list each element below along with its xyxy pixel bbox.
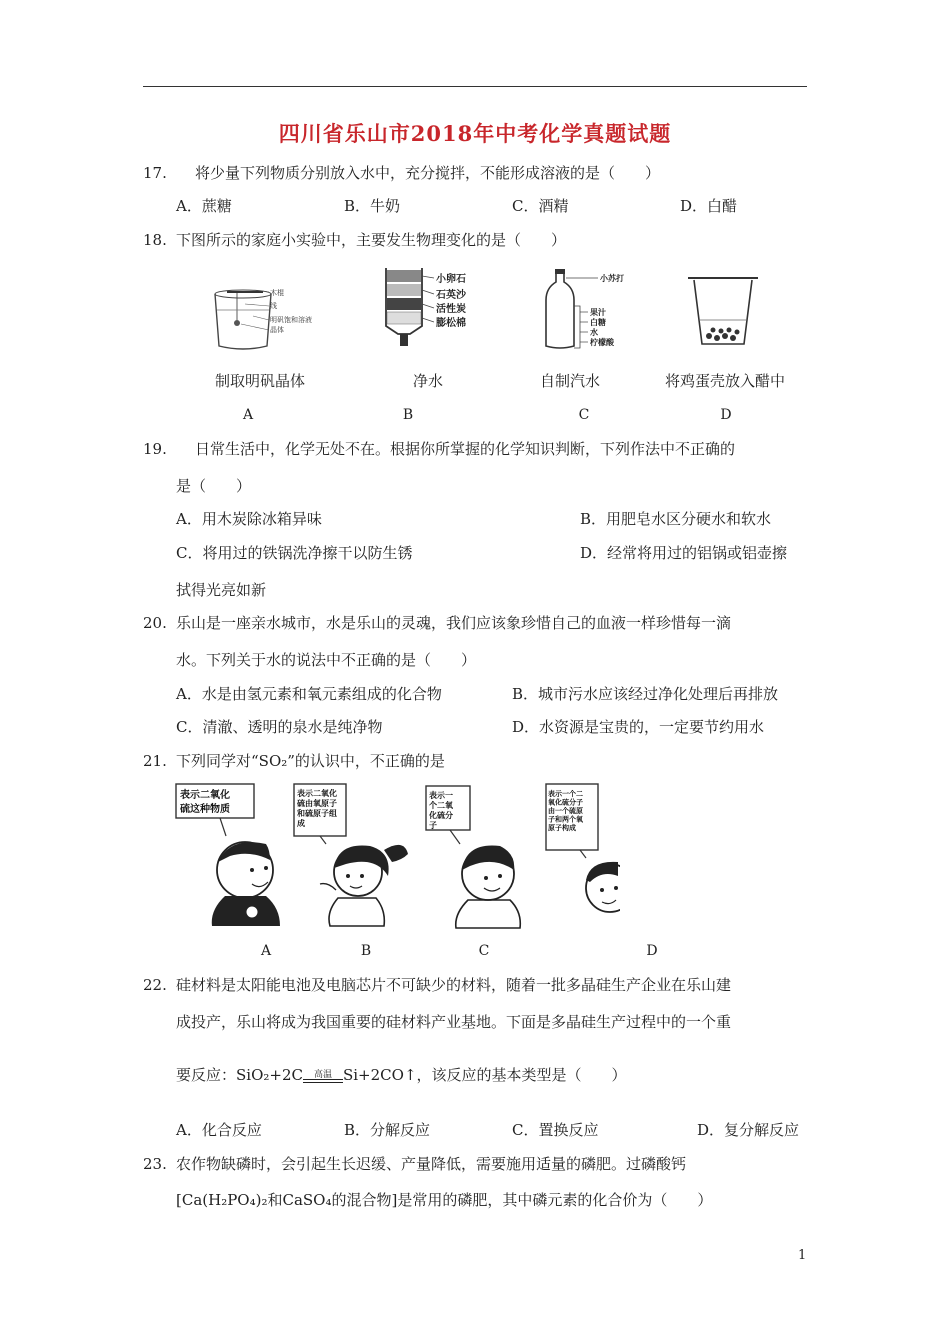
question-18-stem: 下图所示的家庭小实验中，主要发生物理变化的是（ ） — [176, 231, 567, 249]
q19-option-d-continuation: 拭得光亮如新 — [176, 581, 267, 599]
q17-option-d: D．白醋 — [680, 197, 738, 215]
question-23-stem-line2: [Ca(H₂PO₄)₂和CaSO₄的混合物]是常用的磷肥，其中磷元素的化合价为（ ） — [176, 1191, 713, 1209]
q18-letter-a: A — [242, 407, 254, 423]
question-number-18: 18. — [143, 231, 167, 249]
question-19-stem-line1: 日常生活中，化学无处不在。根据你所掌握的化学知识判断，下列作法中不正确的 — [195, 440, 736, 458]
q17-option-a: A．蔗糖 — [176, 197, 232, 215]
bubble-c-text: 表示一个二氧化硫分子 — [429, 791, 453, 830]
q18-caption-b: 净水 — [412, 372, 443, 390]
reaction-condition: 高温 — [303, 1065, 343, 1085]
water-filter-figure — [378, 262, 488, 354]
fig-b-label-quartz: 石英沙 — [436, 290, 466, 301]
q20-option-b: B．城市污水应该经过净化处理后再排放 — [512, 685, 779, 703]
fig-b-label-carbon: 活性炭 — [436, 304, 466, 315]
question-22-stem-line2: 成投产，乐山将成为我国重要的硅材料产业基地。下面是多晶硅生产过程中的一个重 — [176, 1013, 732, 1031]
q18-letter-b: B — [402, 407, 414, 423]
q22-option-a: A．化合反应 — [176, 1121, 262, 1139]
fig-c-label-citric: 柠檬酸 — [590, 338, 614, 347]
question-17-stem: 将少量下列物质分别放入水中，充分搅拌，不能形成溶液的是（ ） — [195, 164, 661, 182]
alum-crystal-figure — [205, 280, 330, 352]
q18-caption-d: 将鸡蛋壳放入醋中 — [664, 372, 785, 390]
question-21-stem: 下列同学对“SO₂”的认识中，不正确的是 — [176, 752, 445, 770]
q19-option-d: D．经常将用过的铝锅或铝壶擦 — [580, 544, 788, 562]
fig-a-label-stick: 木棍 — [270, 289, 284, 297]
reaction-products: Si+2CO↑，该反应的基本类型是（ ） — [342, 1066, 627, 1084]
question-20-stem-line1: 乐山是一座亲水城市，水是乐山的灵魂，我们应该象珍惜自己的血液一样珍惜每一滴 — [176, 614, 732, 632]
question-19-stem-line2: 是（ ） — [176, 477, 252, 495]
fig-a-label-thread: 线 — [270, 302, 277, 310]
question-number-17: 17. — [143, 164, 167, 182]
q21-letter-d: D — [646, 943, 658, 959]
q19-option-a: A．用木炭除冰箱异味 — [176, 510, 322, 528]
q19-option-c: C．将用过的铁锅洗净擦干以防生锈 — [176, 544, 413, 562]
q21-letter-b: B — [360, 943, 372, 959]
question-23-stem-line1: 农作物缺磷时，会引起生长迟缓、产量降低，需要施用适量的磷肥。过磷酸钙 — [176, 1155, 687, 1173]
q22-option-b: B．分解反应 — [344, 1121, 431, 1139]
page-number: 1 — [798, 1248, 807, 1263]
reaction-reactants: 要反应：SiO₂+2C — [176, 1066, 303, 1084]
fig-b-label-cotton: 膨松棉 — [436, 318, 466, 329]
q18-caption-a: 制取明矾晶体 — [214, 372, 305, 390]
question-number-22: 22. — [143, 976, 167, 994]
bubble-a-text: 表示二氧化硫这种物质 — [180, 790, 230, 815]
q20-option-d: D．水资源是宝贵的，一定要节约用水 — [512, 718, 765, 736]
fig-c-label-juice: 果汁 — [590, 308, 606, 317]
fig-a-label-solution: 明矾饱和溶液 — [270, 316, 312, 324]
fig-a-label-crystal: 晶体 — [270, 326, 284, 334]
q18-letter-c: C — [578, 407, 590, 423]
question-22-stem-line1: 硅材料是太阳能电池及电脑芯片不可缺少的材料，随着一批多晶硅生产企业在乐山建 — [176, 976, 732, 994]
question-number-19: 19. — [143, 440, 167, 458]
bubble-d-text: 表示一个二氧化硫分子由一个硫原子和两个氧原子构成 — [548, 790, 583, 832]
question-number-23: 23. — [143, 1155, 167, 1173]
fig-c-label-water: 水 — [590, 328, 598, 337]
bubble-b-text: 表示二氧化硫由氧原子和硫原子组成 — [297, 789, 337, 828]
fig-c-label-soda: 小苏打 — [600, 274, 624, 283]
q20-option-c: C．清澈、透明的泉水是纯净物 — [176, 718, 383, 736]
question-22-stem-line3 — [176, 1065, 627, 1085]
q22-option-d: D．复分解反应 — [697, 1121, 800, 1139]
so2-cartoon-figure — [170, 780, 620, 930]
q22-option-c: C．置换反应 — [512, 1121, 599, 1139]
header-rule — [143, 86, 807, 87]
q21-letter-c: C — [478, 943, 490, 959]
q17-option-c: C．酒精 — [512, 197, 569, 215]
fig-b-label-pebbles: 小卵石 — [436, 274, 466, 285]
page-title: 四川省乐山市2018年中考化学真题试题 — [278, 121, 672, 146]
question-number-20: 20. — [143, 614, 167, 632]
fig-c-label-sugar: 白糖 — [590, 318, 606, 327]
question-number-21: 21. — [143, 752, 167, 770]
eggshell-vinegar-figure — [684, 274, 764, 350]
soda-bottle-figure — [540, 268, 650, 354]
q19-option-b: B．用肥皂水区分硬水和软水 — [580, 510, 772, 528]
q21-letter-a: A — [260, 943, 272, 959]
q18-caption-c: 自制汽水 — [539, 372, 600, 390]
question-20-stem-line2: 水。下列关于水的说法中不正确的是（ ） — [176, 651, 477, 669]
q17-option-b: B．牛奶 — [344, 197, 401, 215]
q18-letter-d: D — [720, 407, 732, 423]
q20-option-a: A．水是由氢元素和氧元素组成的化合物 — [176, 685, 442, 703]
